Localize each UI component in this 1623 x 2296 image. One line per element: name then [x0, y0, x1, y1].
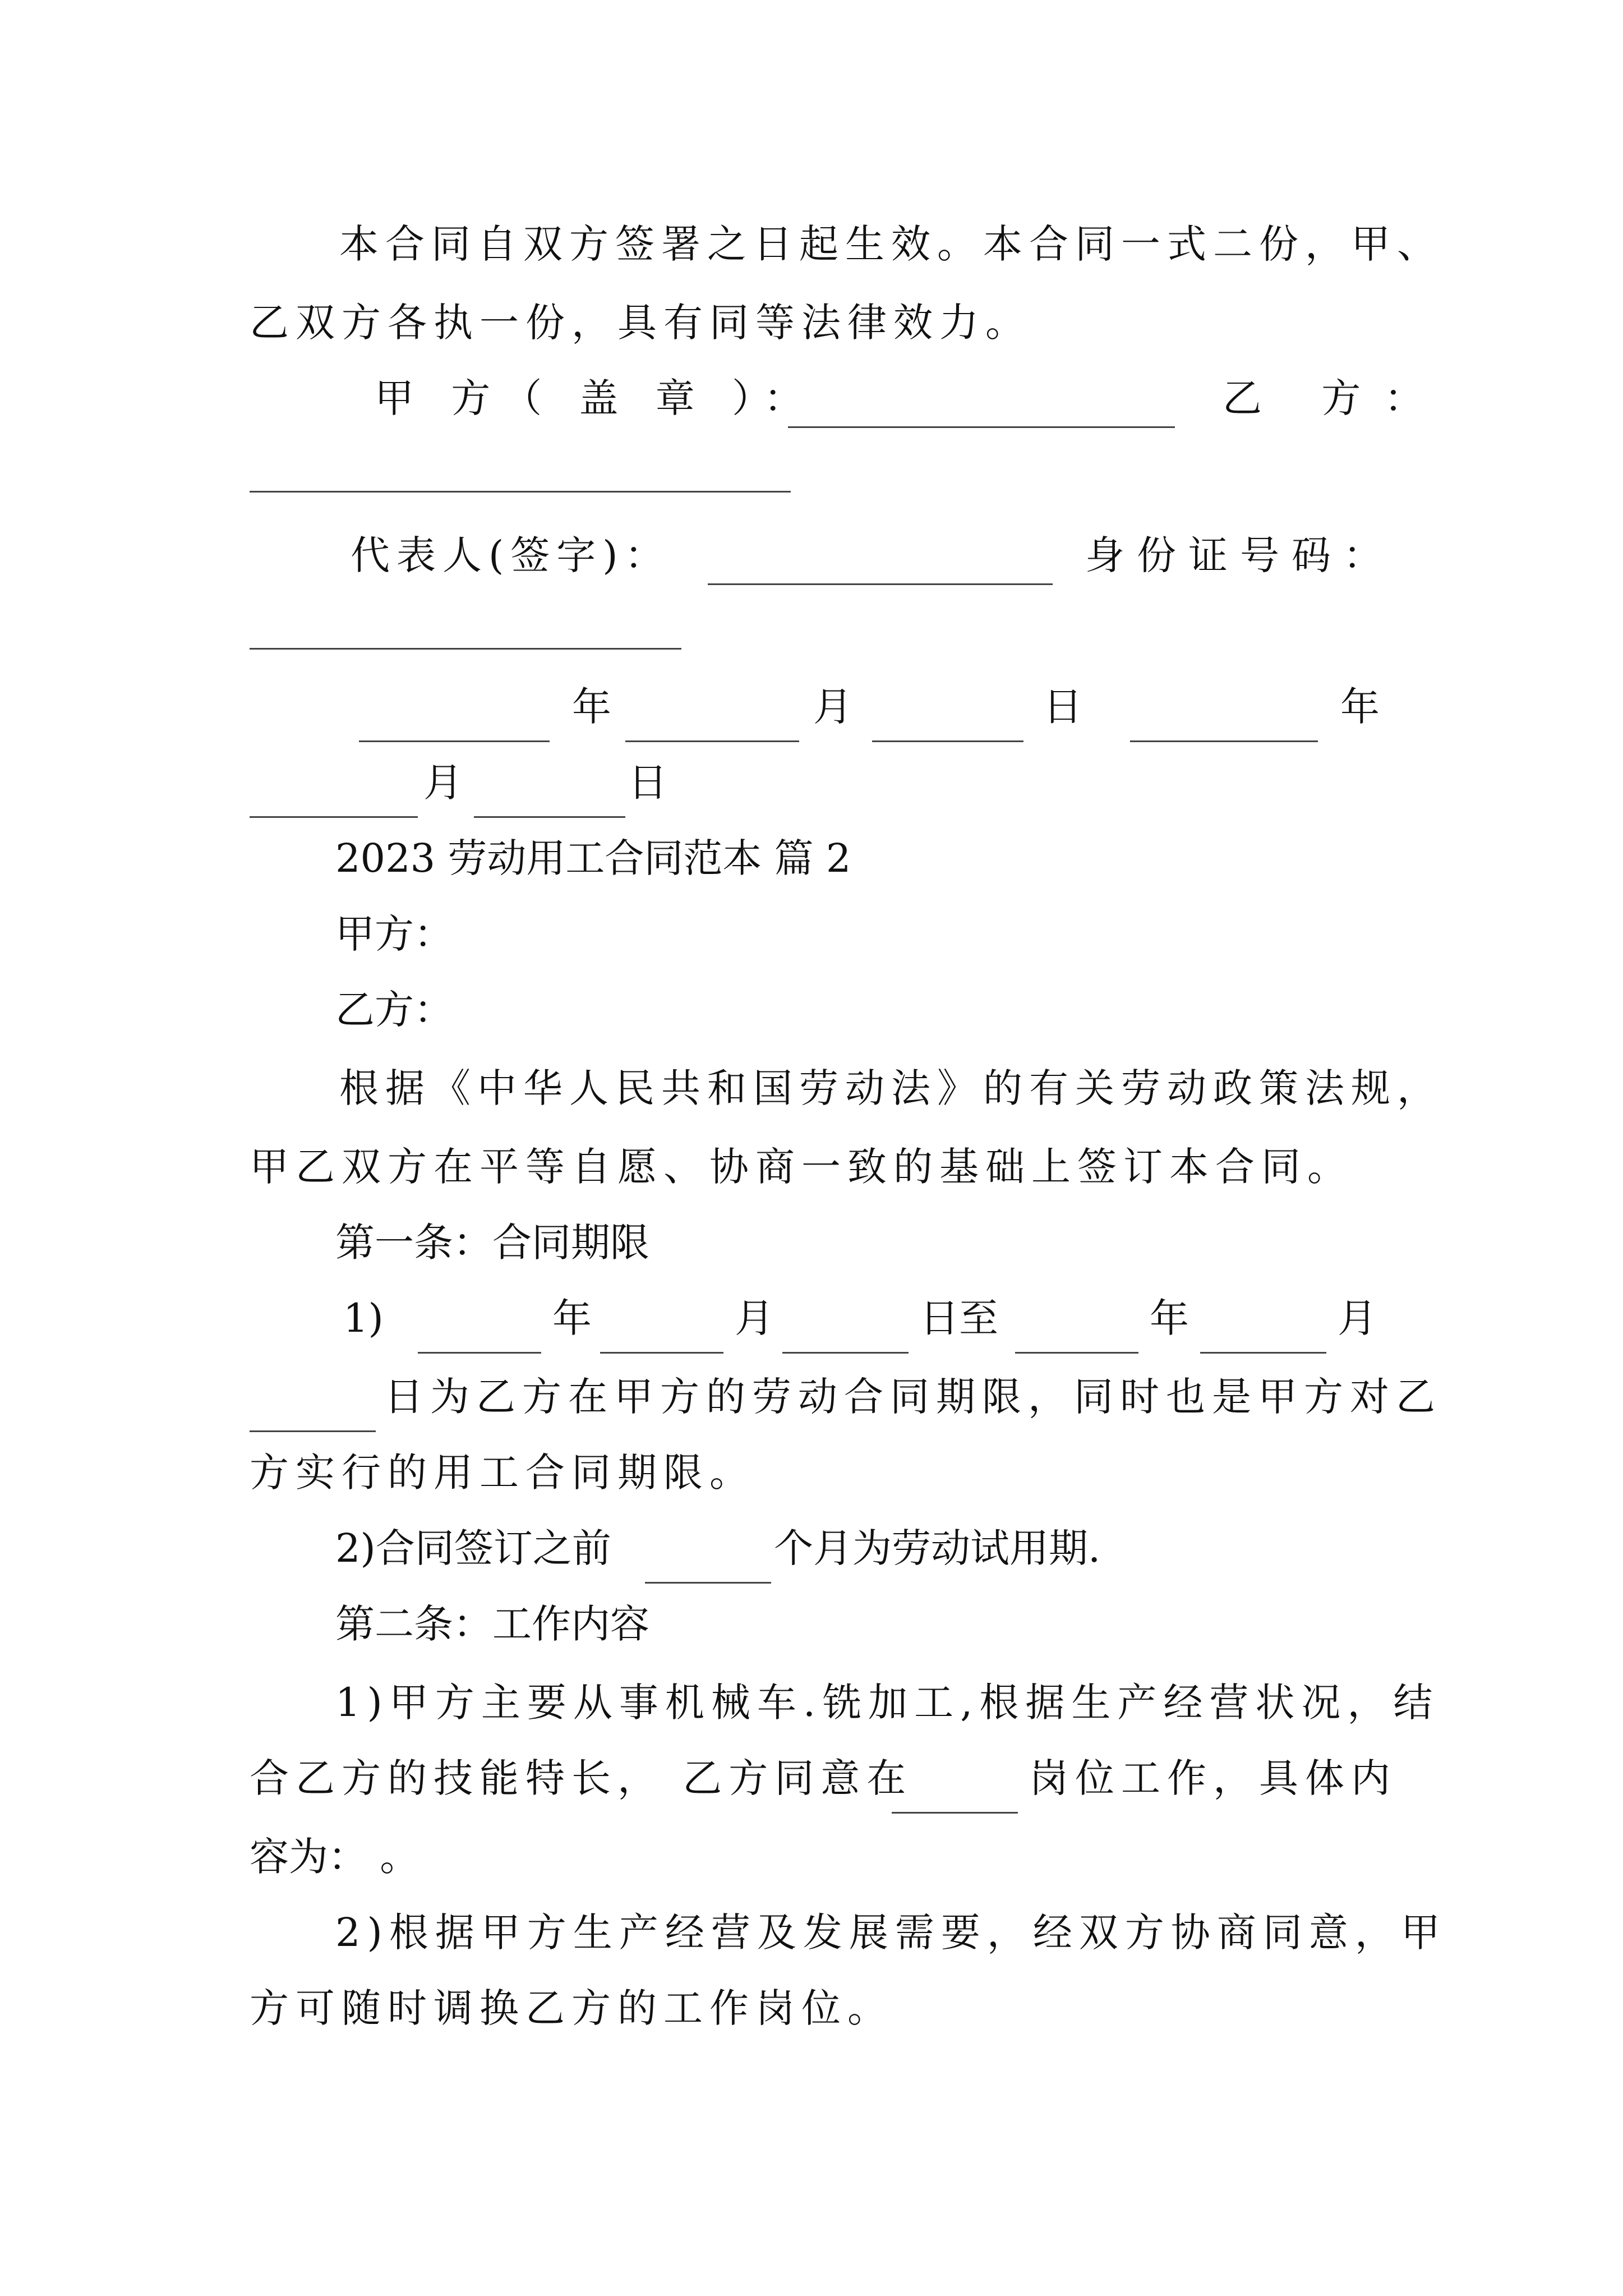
party-b-label: 乙 方：	[1223, 375, 1447, 421]
term-end-month-label: 月	[1338, 1295, 1377, 1341]
party-a-seal-label: 甲 方（ 盖 章 ）：	[375, 375, 816, 421]
intro-line-2: 甲乙双方在平等自愿、协商一致的基础上签订本合同。	[250, 1144, 1353, 1190]
article-1-item-1-line-3: 方实行的用工合同期限。	[250, 1450, 755, 1496]
article-2-item-1-line-1: 1)甲方主要从事机械车.铣加工,根据生产经营状况，结	[335, 1680, 1440, 1726]
section-heading: 2023 劳动用工合同范本 篇 2	[335, 835, 851, 881]
article-2-item-1-line-2-prefix: 合乙方的技能特长， 乙方同意在	[250, 1755, 913, 1801]
effect-clause-line-1: 本合同自双方签署之日起生效。本合同一式二份，甲、	[339, 221, 1443, 267]
article-2-title: 第二条：工作内容	[335, 1601, 649, 1647]
date-b-year-blank	[1130, 707, 1318, 742]
term-day-to-label: 日至	[920, 1295, 998, 1341]
id-number-label: 身份证号码：	[1085, 532, 1395, 578]
term-start-year-label: 年	[552, 1295, 592, 1341]
date-a-year-label: 年	[572, 684, 611, 730]
article-1-item-1-label: 1)	[343, 1295, 384, 1341]
term-end-year-label: 年	[1150, 1295, 1189, 1341]
date-b-year-label: 年	[1340, 684, 1380, 730]
date-a-year-blank	[359, 707, 550, 742]
id-number-blank	[250, 614, 681, 650]
date-a-month-blank	[625, 707, 799, 742]
article-2-item-1-line-3: 容为： 。	[250, 1834, 419, 1880]
date-b-day-blank	[474, 783, 625, 818]
term-start-year-blank	[418, 1318, 541, 1354]
date-b-day-label: 日	[628, 760, 667, 806]
article-1-item-2-prefix: 2)合同签订之前	[335, 1525, 611, 1571]
article-2-item-1-line-2-suffix: 岗位工作，具体内	[1029, 1755, 1397, 1801]
article-2-item-2-line-2: 方可随时调换乙方的工作岗位。	[250, 1985, 893, 2031]
party-b-line: 乙方：	[335, 987, 453, 1033]
party-a-seal-blank	[788, 393, 1175, 428]
article-1-item-2-suffix: 个月为劳动试用期.	[774, 1525, 1101, 1571]
party-b-blank	[250, 457, 791, 493]
date-b-month-label: 月	[423, 760, 463, 806]
article-1-title: 第一条：合同期限	[335, 1220, 649, 1266]
effect-clause-line-2: 乙双方各执一份，具有同等法律效力。	[250, 300, 1031, 346]
date-a-day-label: 日	[1043, 684, 1082, 730]
date-a-day-blank	[872, 707, 1023, 742]
term-end-year-blank	[1015, 1318, 1138, 1354]
representative-blank	[708, 550, 1053, 585]
representative-label: 代表人(签字)：	[351, 532, 671, 578]
probation-months-blank	[645, 1548, 771, 1584]
term-end-day-blank	[250, 1397, 376, 1432]
term-start-month-label: 月	[735, 1295, 774, 1341]
article-1-item-1-line-2: 日为乙方在甲方的劳动合同期限，同时也是甲方对乙	[384, 1374, 1442, 1420]
term-start-month-blank	[600, 1318, 723, 1354]
term-start-day-blank	[782, 1318, 909, 1354]
intro-line-1: 根据《中华人民共和国劳动法》的有关劳动政策法规，	[339, 1065, 1443, 1111]
date-b-month-blank	[250, 783, 418, 818]
date-a-month-label: 月	[813, 684, 852, 730]
position-blank	[892, 1778, 1018, 1814]
party-a-line: 甲方：	[335, 911, 453, 957]
article-2-item-2-line-1: 2)根据甲方生产经营及发展需要，经双方协商同意，甲	[335, 1910, 1447, 1955]
term-end-month-blank	[1200, 1318, 1326, 1354]
